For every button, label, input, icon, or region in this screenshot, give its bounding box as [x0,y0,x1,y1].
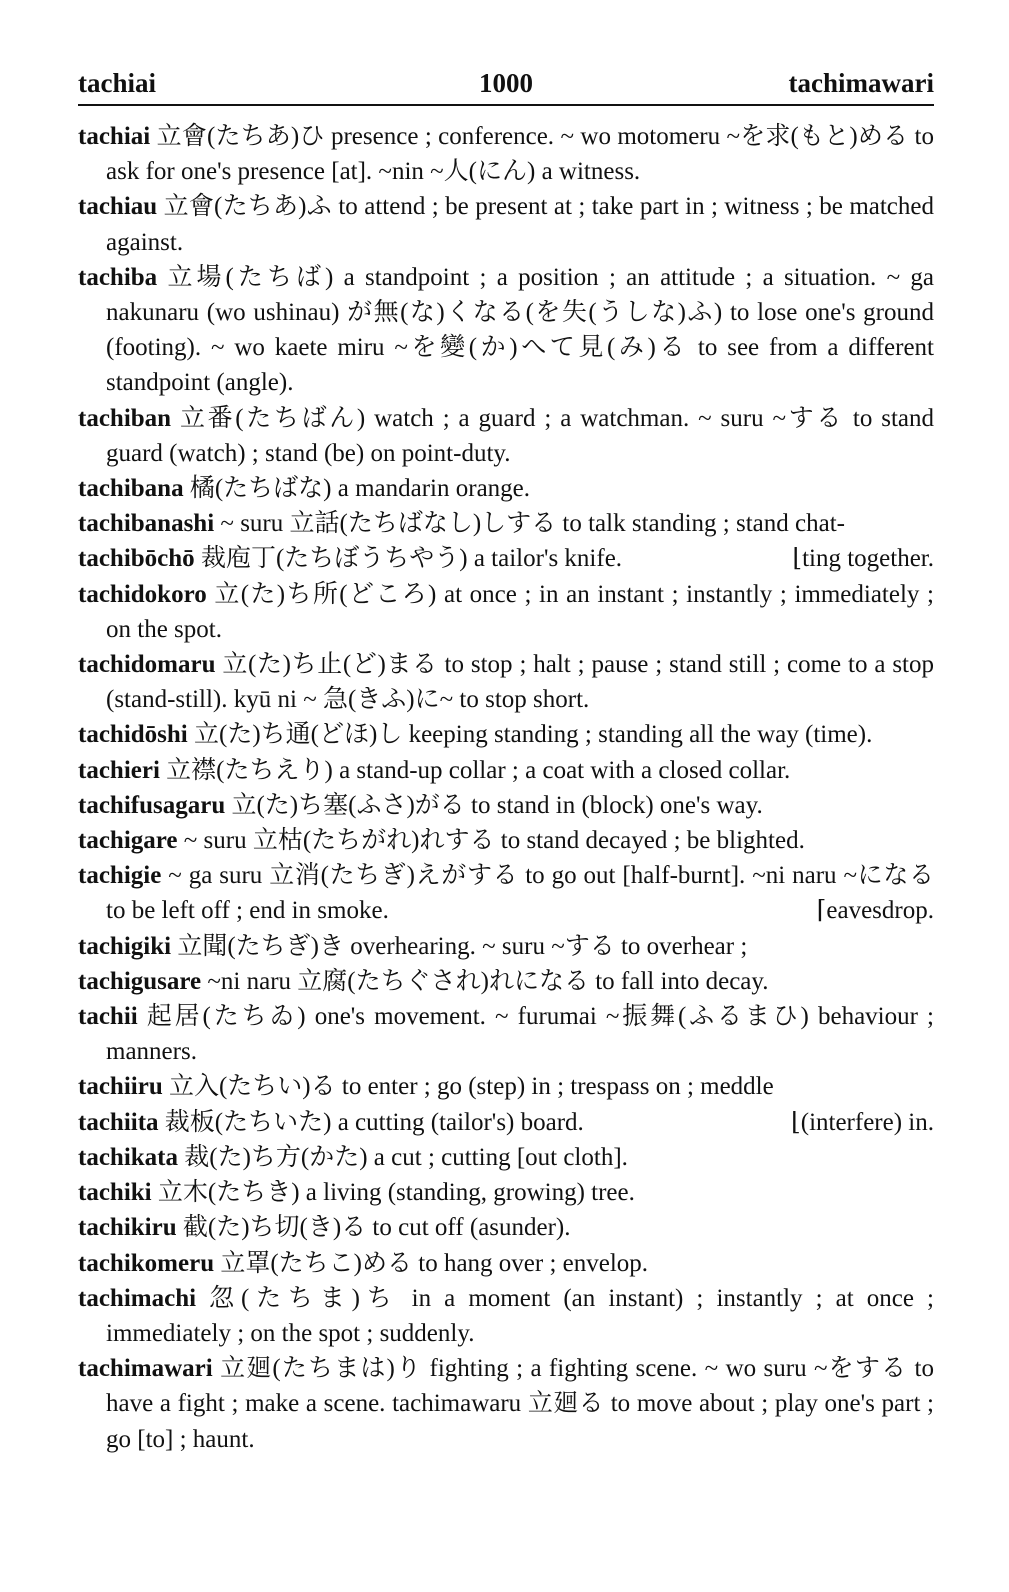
entry-definition: 立襟(たちえり) a stand-up collar ; a coat with a closed collar. [166,756,791,784]
entry-definition: 立會(たちあ)ひ presence ; conference. ~ wo motomeru ~を求(もと)める to ask for one's presence [at]. ~nin ~人(にん) a witness. [106,123,934,186]
dictionary-entry [78,999,934,1069]
overflow-note: ⌈eavesdrop. [816,897,934,925]
entry-definition: 立聞(たちぎ)き overhearing. ~ suru ~する to overhear ; [177,932,748,960]
entry-headword: tachimawari [78,1355,213,1383]
dictionary-entry [78,1175,934,1210]
entry-definition: ~ ga suru 立消(たちぎ)えがする to go out [half-burnt]. ~ni naru ~になる to be left off ; end in smoke. [106,862,934,925]
entry-headword: tachigiki [78,932,172,960]
entry-headword: tachiban [78,404,172,432]
entry-definition: 立(た)ち止(ど)まる to stop ; halt ; pause ; stand still ; come to a stop (stand-still). kyū ni ~ 急(きふ)に~ to stop short. [106,651,934,714]
entry-headword: tachiiru [78,1073,163,1101]
dictionary-entry [78,471,934,506]
dictionary-entry [78,1246,934,1281]
dictionary-entry [78,1069,934,1104]
entry-headword: tachimachi [78,1284,197,1312]
dictionary-entry [78,1351,934,1457]
entry-definition: 起居(たちゐ) one's movement. ~ furumai ~振舞(ふるまひ) behaviour ; manners. [106,1003,935,1066]
dictionary-entry [78,647,934,717]
dictionary-entry [78,823,934,858]
dictionary-entry [78,753,934,788]
entry-definition: 立木(たちき) a living (standing, growing) tree. [157,1179,635,1207]
dictionary-entry [78,929,934,964]
entry-definition: 忽(たちま)ち in a moment (an instant) ; instantly ; at once ; immediately ; on the spot ; suddenly. [106,1284,934,1347]
entry-list [78,119,934,1457]
entry-headword: tachibōchō [78,545,195,573]
dictionary-entry [78,401,934,471]
dictionary-entry [78,717,934,752]
entry-definition: 立番(たちばん) watch ; a guard ; a watchman. ~ suru ~する to stand guard (watch) ; stand (be) on point-duty. [106,404,935,467]
dictionary-entry [78,964,934,999]
entry-headword: tachikomeru [78,1249,215,1277]
entry-headword: tachidomaru [78,651,216,679]
entry-headword: tachiau [78,193,158,221]
entry-definition: 立場(たちば) a standpoint ; a position ; an attitude ; a situation. ~ ga nakunaru (wo ushinau) が無(な)くなる(を失(うしな)ふ) to lose one's ground (footing). ~ wo kaete miru ~を變(か)へて見(み)る to see from a different standpoint (angle). [106,263,935,397]
entry-headword: tachibana [78,475,184,503]
entry-headword: tachigie [78,862,162,890]
entry-headword: tachii [78,1003,138,1031]
dictionary-entry [78,577,934,647]
entry-definition: ~ni naru 立腐(たちぐされ)れになる to fall into decay. [207,967,769,995]
entry-headword: tachibanashi [78,510,215,538]
dictionary-entry [78,541,934,576]
header-left-guide-word: tachiai [78,68,156,98]
entry-definition: 裁(た)ち方(かた) a cut ; cutting [out cloth]. [184,1143,628,1171]
dictionary-entry [78,788,934,823]
entry-headword: tachieri [78,756,160,784]
entry-headword: tachikiru [78,1214,177,1242]
dictionary-entry [78,506,934,541]
entry-definition: 截(た)ち切(き)る to cut off (asunder). [182,1214,571,1242]
entry-definition: 立罩(たちこ)める to hang over ; envelop. [220,1249,649,1277]
entry-definition: 立會(たちあ)ふ to attend ; be present at ; take part in ; witness ; be matched against. [106,193,934,256]
entry-definition: 立(た)ち所(どころ) at once ; in an instant ; instantly ; immediately ; on the spot. [106,580,934,643]
entry-headword: tachiba [78,263,158,291]
entry-headword: tachigusare [78,967,202,995]
entry-headword: tachidokoro [78,580,207,608]
entry-headword: tachikata [78,1143,178,1171]
entry-definition: 立入(たちい)る to enter ; go (step) in ; trespass on ; meddle [168,1073,774,1101]
dictionary-entry [78,1140,934,1175]
overflow-note: ⌊ting together. [792,545,934,573]
header-right-guide-word: tachimawari [788,68,934,98]
overflow-note: ⌊(interfere) in. [790,1108,934,1136]
page-header [78,62,934,106]
dictionary-entry [78,858,934,928]
dictionary-entry [78,260,934,401]
dictionary-entry [78,189,934,259]
entry-definition: 立(た)ち通(どほ)し keeping standing ; standing all the way (time). [194,721,873,749]
dictionary-entry [78,1281,934,1351]
entry-headword: tachiai [78,123,151,150]
page-number: 1000 [479,68,533,98]
entry-headword: tachiita [78,1108,159,1136]
entry-definition: 裁庖丁(たちぼうちやう) a tailor's knife. [200,545,623,573]
entry-headword: tachiki [78,1179,152,1207]
dictionary-entry [78,1105,934,1140]
entry-headword: tachidōshi [78,721,188,749]
dictionary-entry [78,1210,934,1245]
entry-definition: 立(た)ち塞(ふさ)がる to stand in (block) one's way. [231,791,763,819]
entry-definition: 橘(たちばな) a mandarin orange. [189,475,531,503]
entry-definition: ~ suru 立話(たちばなし)しする to talk standing ; stand chat- [220,510,845,538]
entry-definition: ~ suru 立枯(たちがれ)れする to stand decayed ; be blighted. [183,827,805,855]
dictionary-entry [78,119,934,189]
entry-headword: tachigare [78,827,178,855]
entry-headword: tachifusagaru [78,791,226,819]
entry-definition: 立廻(たちまは)り fighting ; a fighting scene. ~ wo suru ~をする to have a fight ; make a scene. tachimawaru 立廻る to move about ; play one's part ; go [to] ; haunt. [106,1355,934,1453]
entry-definition: 裁板(たちいた) a cutting (tailor's) board. [164,1108,584,1136]
